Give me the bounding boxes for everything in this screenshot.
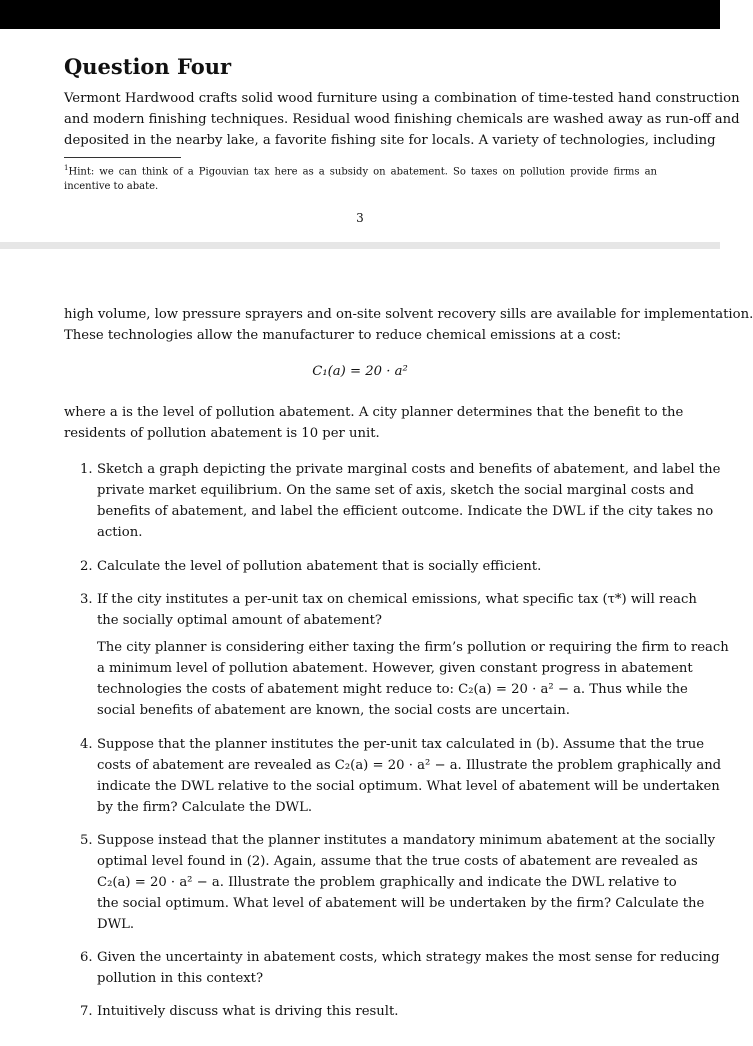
question-number: 2. bbox=[80, 559, 93, 574]
question-line: the social optimum. What level of abatement will be undertaken by the firm? Calculate the bbox=[97, 896, 705, 911]
question-line: Suppose that the planner institutes the per-unit tax calculated in (b). Assume that the true bbox=[97, 737, 705, 752]
question-line: C₂(a) = 20 · a² − a. Illustrate the problem graphically and indicate the DWL relative to bbox=[97, 875, 677, 890]
footnote-rule bbox=[64, 157, 181, 158]
question-item-5 bbox=[80, 830, 716, 935]
cost-equation: C₁(a) = 20 · a² bbox=[312, 364, 408, 379]
question-line: Suppose instead that the planner institutes a mandatory minimum abatement at the socially bbox=[97, 833, 716, 848]
question-line: indicate the DWL relative to the social optimum. What level of abatement will be undertaken bbox=[97, 779, 720, 794]
question-number: 5. bbox=[80, 833, 93, 848]
continuation-paragraph bbox=[64, 304, 753, 346]
continuation-line: These technologies allow the manufacturer to reduce chemical emissions at a cost: bbox=[64, 328, 622, 343]
question-number: 3. bbox=[80, 592, 93, 607]
question-line: optimal level found in (2). Again, assume that the true costs of abatement are revealed as bbox=[97, 854, 698, 869]
footnote bbox=[64, 161, 657, 194]
context-line: The city planner is considering either taxing the firm’s pollution or requiring the firm to reach bbox=[97, 640, 729, 655]
footnote-line: incentive to abate. bbox=[64, 181, 159, 193]
continuation-line: high volume, low pressure sprayers and on-site solvent recovery sills are available for implementation. bbox=[64, 307, 753, 322]
question-number: 1. bbox=[80, 462, 93, 477]
question-line: benefits of abatement, and label the efficient outcome. Indicate the DWL if the city takes no bbox=[97, 504, 714, 519]
context-line: where a is the level of pollution abatement. A city planner determines that the benefit to the bbox=[64, 405, 684, 420]
question-number: 6. bbox=[80, 950, 93, 965]
question-line: pollution in this context? bbox=[97, 971, 264, 986]
context-line: residents of pollution abatement is 10 per unit. bbox=[64, 426, 380, 441]
question-item-2 bbox=[80, 556, 657, 577]
question-line: DWL. bbox=[97, 917, 135, 932]
planner-context-paragraph bbox=[97, 637, 729, 721]
question-item-6 bbox=[80, 947, 720, 989]
intro-line: deposited in the nearby lake, a favorite fishing site for locals. A variety of technologies, including bbox=[64, 133, 716, 148]
intro-line: Vermont Hardwood crafts solid wood furniture using a combination of time-tested hand construction bbox=[64, 91, 740, 106]
question-item-1 bbox=[80, 459, 721, 543]
context-line: technologies the costs of abatement might reduce to: C₂(a) = 20 · a² − a. Thus while the bbox=[97, 682, 688, 697]
context-line: a minimum level of pollution abatement. However, given constant progress in abatement bbox=[97, 661, 693, 676]
question-line: Intuitively discuss what is driving this result. bbox=[97, 1004, 399, 1019]
question-number: 7. bbox=[80, 1004, 93, 1019]
viewer-top-bar bbox=[0, 0, 720, 29]
footnote-mark: 1 bbox=[64, 164, 69, 172]
page-separator bbox=[0, 242, 720, 249]
question-line: Sketch a graph depicting the private marginal costs and benefits of abatement, and label the bbox=[97, 462, 721, 477]
intro-paragraph bbox=[64, 91, 740, 151]
question-number: 4. bbox=[80, 737, 93, 752]
question-line: the socially optimal amount of abatement? bbox=[97, 613, 382, 628]
question-item-4 bbox=[80, 734, 722, 818]
question-item-3 bbox=[80, 589, 729, 721]
question-line: Calculate the level of pollution abatement that is socially efficient. bbox=[97, 559, 542, 574]
intro-line: and modern finishing techniques. Residual wood finishing chemicals are washed away as run-off and bbox=[64, 112, 740, 127]
question-line: private market equilibrium. On the same set of axis, sketch the social marginal costs and bbox=[97, 483, 694, 498]
question-line: If the city institutes a per-unit tax on chemical emissions, what specific tax (τ*) will reach bbox=[97, 592, 697, 607]
footnote-line: Hint: we can think of a Pigouvian tax here as a subsidy on abatement. So taxes on pollution provide firms an bbox=[68, 166, 657, 178]
page-number: 3 bbox=[356, 211, 364, 225]
question-line: Given the uncertainty in abatement costs, which strategy makes the most sense for reducing bbox=[97, 950, 720, 965]
question-item-7 bbox=[80, 1001, 657, 1022]
question-line: costs of abatement are revealed as C₂(a) = 20 · a² − a. Illustrate the problem graphically and bbox=[97, 758, 722, 773]
context-paragraph bbox=[64, 402, 684, 444]
question-line: by the firm? Calculate the DWL. bbox=[97, 800, 313, 815]
question-line: action. bbox=[97, 525, 143, 540]
context-line: social benefits of abatement are known, the social costs are uncertain. bbox=[97, 703, 570, 718]
question-title: Question Four bbox=[64, 54, 232, 79]
